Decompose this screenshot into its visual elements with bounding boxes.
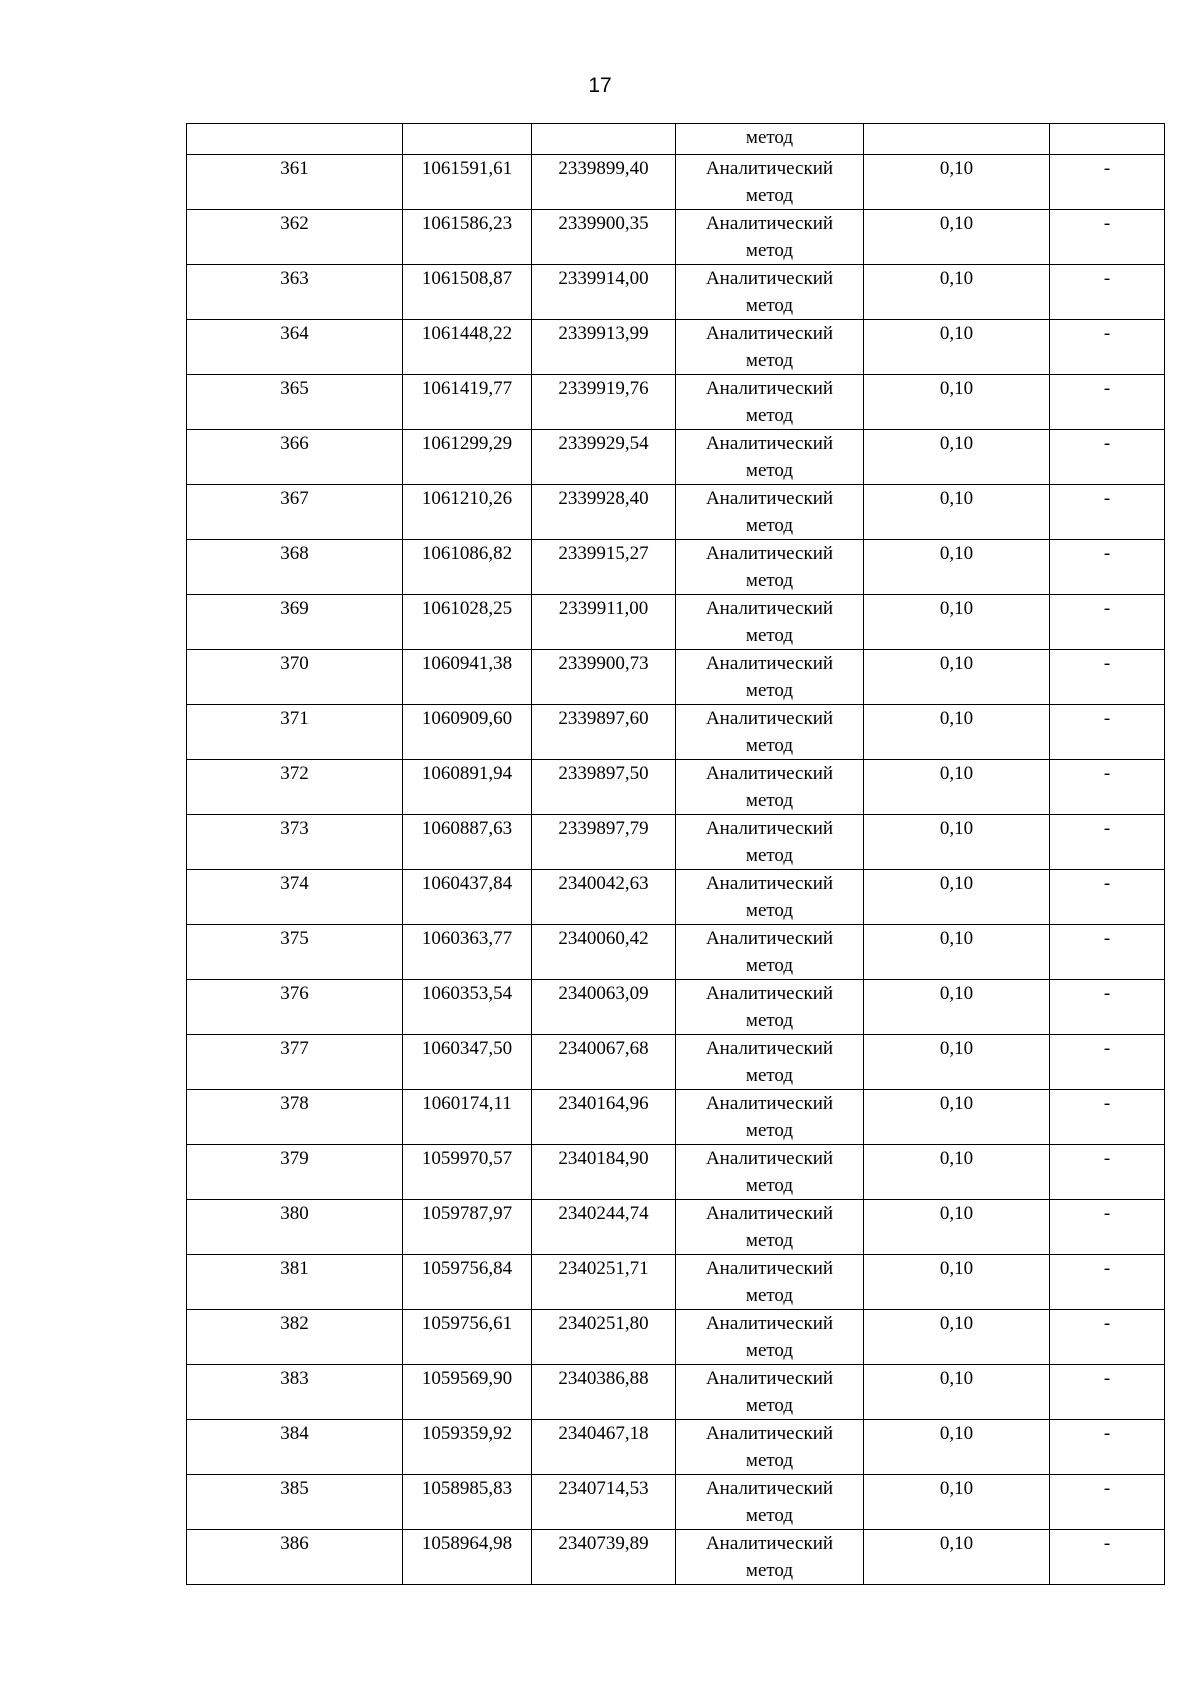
accuracy-cell: 0,10: [864, 925, 1050, 980]
method-line-2: метод: [745, 295, 794, 316]
continuation-row: [187, 124, 1165, 155]
accuracy-cell: 0,10: [864, 1255, 1050, 1310]
y-coordinate-cell: 2340251,80: [532, 1310, 676, 1365]
x-coordinate-cell: 1061591,61: [403, 155, 532, 210]
y-coordinate-cell: 2339897,79: [532, 815, 676, 870]
x-coordinate-cell: 1059970,57: [403, 1145, 532, 1200]
method-line-2: метод: [745, 845, 794, 866]
accuracy-cell: 0,10: [864, 375, 1050, 430]
accuracy-cell: 0,10: [864, 1365, 1050, 1420]
method-line-1: Аналитический: [705, 1423, 834, 1444]
note-cell: -: [1050, 1035, 1165, 1090]
page-number: 17: [588, 74, 612, 97]
accuracy-cell: 0,10: [864, 595, 1050, 650]
method-cell: [676, 980, 864, 1035]
x-coordinate-cell: 1061586,23: [403, 210, 532, 265]
point-number-cell: 364: [187, 320, 403, 375]
point-number-cell: [187, 124, 403, 155]
x-coordinate-cell: 1060909,60: [403, 705, 532, 760]
table-row: [187, 320, 1165, 375]
method-line-1: Аналитический: [705, 1313, 834, 1334]
accuracy-cell: 0,10: [864, 320, 1050, 375]
note-cell: -: [1050, 540, 1165, 595]
point-number-cell: 368: [187, 540, 403, 595]
method-line-2: метод: [745, 570, 794, 591]
point-number-cell: 370: [187, 650, 403, 705]
method-cell: [676, 1035, 864, 1090]
table-row: [187, 1310, 1165, 1365]
y-coordinate-cell: 2340714,53: [532, 1475, 676, 1530]
table-row: [187, 1145, 1165, 1200]
accuracy-cell: 0,10: [864, 1035, 1050, 1090]
table-row: [187, 1255, 1165, 1310]
note-cell: -: [1050, 375, 1165, 430]
accuracy-cell: 0,10: [864, 540, 1050, 595]
table-row: [187, 375, 1165, 430]
table-row: [187, 815, 1165, 870]
point-number-cell: 385: [187, 1475, 403, 1530]
x-coordinate-cell: 1061419,77: [403, 375, 532, 430]
method-line-1: Аналитический: [705, 1258, 834, 1279]
x-coordinate-cell: 1060363,77: [403, 925, 532, 980]
point-number-cell: 373: [187, 815, 403, 870]
method-line-2: метод: [745, 405, 794, 426]
table-row: [187, 485, 1165, 540]
table-row: [187, 760, 1165, 815]
method-cell: [676, 870, 864, 925]
point-number-cell: 386: [187, 1530, 403, 1585]
point-number-cell: 374: [187, 870, 403, 925]
method-line-1: Аналитический: [705, 763, 834, 784]
y-coordinate-cell: 2340244,74: [532, 1200, 676, 1255]
x-coordinate-cell: 1060887,63: [403, 815, 532, 870]
method-cell: [676, 1200, 864, 1255]
x-coordinate-cell: [403, 124, 532, 155]
accuracy-cell: 0,10: [864, 155, 1050, 210]
x-coordinate-cell: 1059756,61: [403, 1310, 532, 1365]
method-cell: [676, 705, 864, 760]
x-coordinate-cell: 1061028,25: [403, 595, 532, 650]
method-line-1: Аналитический: [705, 1203, 834, 1224]
accuracy-cell: 0,10: [864, 430, 1050, 485]
method-line-1: Аналитический: [705, 1093, 834, 1114]
point-number-cell: 371: [187, 705, 403, 760]
method-line-2: метод: [745, 955, 794, 976]
accuracy-cell: 0,10: [864, 980, 1050, 1035]
method-line-2: метод: [745, 790, 794, 811]
point-number-cell: 365: [187, 375, 403, 430]
note-cell: -: [1050, 265, 1165, 320]
note-cell: -: [1050, 1420, 1165, 1475]
method-line-1: Аналитический: [705, 158, 834, 179]
method-cell: [676, 595, 864, 650]
note-cell: -: [1050, 815, 1165, 870]
note-cell: -: [1050, 1090, 1165, 1145]
method-line-1: Аналитический: [705, 598, 834, 619]
method-line-1: Аналитический: [705, 1533, 834, 1554]
y-coordinate-cell: 2339915,27: [532, 540, 676, 595]
note-cell: -: [1050, 485, 1165, 540]
method-line-1: Аналитический: [705, 488, 834, 509]
y-coordinate-cell: 2339900,73: [532, 650, 676, 705]
accuracy-cell: 0,10: [864, 1090, 1050, 1145]
method-line-2: метод: [745, 680, 794, 701]
accuracy-cell: 0,10: [864, 1420, 1050, 1475]
x-coordinate-cell: 1059787,97: [403, 1200, 532, 1255]
y-coordinate-cell: 2339914,00: [532, 265, 676, 320]
method-line-1: Аналитический: [705, 653, 834, 674]
table-row: [187, 1365, 1165, 1420]
method-line-1: Аналитический: [705, 1478, 834, 1499]
method-line-2: метод: [745, 1450, 794, 1471]
x-coordinate-cell: 1059569,90: [403, 1365, 532, 1420]
note-cell: -: [1050, 320, 1165, 375]
table-row: [187, 705, 1165, 760]
point-number-cell: 381: [187, 1255, 403, 1310]
note-cell: -: [1050, 705, 1165, 760]
method-cell: [676, 1420, 864, 1475]
y-coordinate-cell: 2340164,96: [532, 1090, 676, 1145]
method-cell: [676, 815, 864, 870]
x-coordinate-cell: 1061508,87: [403, 265, 532, 320]
x-coordinate-cell: 1058985,83: [403, 1475, 532, 1530]
method-cell: [676, 155, 864, 210]
y-coordinate-cell: 2340251,71: [532, 1255, 676, 1310]
method-cell: [676, 925, 864, 980]
accuracy-cell: 0,10: [864, 870, 1050, 925]
x-coordinate-cell: 1061448,22: [403, 320, 532, 375]
method-cell: [676, 760, 864, 815]
table-row: [187, 1200, 1165, 1255]
table-row: [187, 1090, 1165, 1145]
accuracy-cell: 0,10: [864, 265, 1050, 320]
point-number-cell: 384: [187, 1420, 403, 1475]
method-cell: [676, 1145, 864, 1200]
accuracy-cell: 0,10: [864, 815, 1050, 870]
x-coordinate-cell: 1060347,50: [403, 1035, 532, 1090]
method-line-1: Аналитический: [705, 1038, 834, 1059]
point-number-cell: 372: [187, 760, 403, 815]
method-line-2: метод: [745, 1230, 794, 1251]
method-cell: [676, 1090, 864, 1145]
y-coordinate-cell: 2339899,40: [532, 155, 676, 210]
point-number-cell: 380: [187, 1200, 403, 1255]
method-cell: метод: [676, 124, 864, 155]
accuracy-cell: 0,10: [864, 1310, 1050, 1365]
method-cell: [676, 540, 864, 595]
note-cell: -: [1050, 595, 1165, 650]
point-number-cell: 378: [187, 1090, 403, 1145]
method-line-1: Аналитический: [705, 928, 834, 949]
table-row: [187, 155, 1165, 210]
x-coordinate-cell: 1058964,98: [403, 1530, 532, 1585]
note-cell: -: [1050, 1255, 1165, 1310]
y-coordinate-cell: 2340467,18: [532, 1420, 676, 1475]
y-coordinate-cell: 2339911,00: [532, 595, 676, 650]
method-line-1: Аналитический: [705, 433, 834, 454]
method-line-2: метод: [745, 1120, 794, 1141]
x-coordinate-cell: 1060437,84: [403, 870, 532, 925]
note-cell: -: [1050, 1475, 1165, 1530]
method-line-2: метод: [745, 350, 794, 371]
method-line-2: метод: [745, 625, 794, 646]
x-coordinate-cell: 1060941,38: [403, 650, 532, 705]
y-coordinate-cell: 2340184,90: [532, 1145, 676, 1200]
point-number-cell: 375: [187, 925, 403, 980]
method-cell: [676, 1310, 864, 1365]
x-coordinate-cell: 1061210,26: [403, 485, 532, 540]
note-cell: -: [1050, 1200, 1165, 1255]
y-coordinate-cell: 2340060,42: [532, 925, 676, 980]
accuracy-cell: 0,10: [864, 705, 1050, 760]
table-row: [187, 1475, 1165, 1530]
note-cell: -: [1050, 1365, 1165, 1420]
table-row: [187, 925, 1165, 980]
method-line-1: Аналитический: [705, 543, 834, 564]
method-cell: [676, 210, 864, 265]
method-line-2: метод: [745, 515, 794, 536]
table-row: [187, 1530, 1165, 1585]
accuracy-cell: 0,10: [864, 485, 1050, 540]
method-line-1: Аналитический: [705, 268, 834, 289]
method-cell: [676, 1530, 864, 1585]
y-coordinate-cell: 2340386,88: [532, 1365, 676, 1420]
table-row: [187, 870, 1165, 925]
method-line-1: Аналитический: [705, 378, 834, 399]
method-cell: [676, 1475, 864, 1530]
x-coordinate-cell: 1060891,94: [403, 760, 532, 815]
table-row: [187, 595, 1165, 650]
note-cell: -: [1050, 155, 1165, 210]
table-row: [187, 650, 1165, 705]
note-cell: -: [1050, 925, 1165, 980]
table-row: [187, 980, 1165, 1035]
point-number-cell: 366: [187, 430, 403, 485]
method-cell: [676, 485, 864, 540]
method-line-2: метод: [745, 1065, 794, 1086]
accuracy-cell: [864, 124, 1050, 155]
method-line-2: метод: [745, 1175, 794, 1196]
y-coordinate-cell: 2340067,68: [532, 1035, 676, 1090]
accuracy-cell: 0,10: [864, 1475, 1050, 1530]
method-line-2: метод: [745, 735, 794, 756]
method-line-2: метод: [745, 1340, 794, 1361]
method-line-2: метод: [745, 1505, 794, 1526]
method-line-1: Аналитический: [705, 213, 834, 234]
point-number-cell: 363: [187, 265, 403, 320]
note-cell: [1050, 124, 1165, 155]
point-number-cell: 383: [187, 1365, 403, 1420]
y-coordinate-cell: 2340042,63: [532, 870, 676, 925]
accuracy-cell: 0,10: [864, 1200, 1050, 1255]
method-line-1: Аналитический: [705, 708, 834, 729]
y-coordinate-cell: 2339897,60: [532, 705, 676, 760]
method-line-1: Аналитический: [705, 1368, 834, 1389]
note-cell: -: [1050, 430, 1165, 485]
table-row: [187, 210, 1165, 265]
note-cell: -: [1050, 760, 1165, 815]
method-line-2: метод: [745, 1560, 794, 1581]
coordinates-table-body: [187, 124, 1165, 1585]
method-cell: [676, 375, 864, 430]
point-number-cell: 369: [187, 595, 403, 650]
method-line-2: метод: [745, 1285, 794, 1306]
point-number-cell: 362: [187, 210, 403, 265]
y-coordinate-cell: 2339919,76: [532, 375, 676, 430]
method-cell: [676, 650, 864, 705]
method-line-2: метод: [745, 1395, 794, 1416]
accuracy-cell: 0,10: [864, 1145, 1050, 1200]
point-number-cell: 382: [187, 1310, 403, 1365]
accuracy-cell: 0,10: [864, 1530, 1050, 1585]
x-coordinate-cell: 1061086,82: [403, 540, 532, 595]
table-row: [187, 540, 1165, 595]
method-cell: [676, 430, 864, 485]
note-cell: -: [1050, 980, 1165, 1035]
y-coordinate-cell: 2339913,99: [532, 320, 676, 375]
x-coordinate-cell: 1061299,29: [403, 430, 532, 485]
method-line-1: Аналитический: [705, 873, 834, 894]
method-cell: [676, 1365, 864, 1420]
y-coordinate-cell: [532, 124, 676, 155]
y-coordinate-cell: 2339897,50: [532, 760, 676, 815]
x-coordinate-cell: 1059756,84: [403, 1255, 532, 1310]
point-number-cell: 379: [187, 1145, 403, 1200]
y-coordinate-cell: 2340739,89: [532, 1530, 676, 1585]
method-cell: [676, 320, 864, 375]
accuracy-cell: 0,10: [864, 760, 1050, 815]
table-row: [187, 265, 1165, 320]
method-line-1: Аналитический: [705, 983, 834, 1004]
method-line-1: Аналитический: [705, 1148, 834, 1169]
x-coordinate-cell: 1060174,11: [403, 1090, 532, 1145]
method-cell: [676, 1255, 864, 1310]
point-number-cell: 377: [187, 1035, 403, 1090]
y-coordinate-cell: 2340063,09: [532, 980, 676, 1035]
y-coordinate-cell: 2339900,35: [532, 210, 676, 265]
method-line-1: Аналитический: [705, 818, 834, 839]
method-line-1: Аналитический: [705, 323, 834, 344]
accuracy-cell: 0,10: [864, 210, 1050, 265]
table-row: [187, 1035, 1165, 1090]
method-line-2: метод: [745, 900, 794, 921]
method-line-2: метод: [745, 460, 794, 481]
y-coordinate-cell: 2339928,40: [532, 485, 676, 540]
coordinates-table: [186, 123, 1165, 1585]
method-line-2: метод: [745, 1010, 794, 1031]
note-cell: -: [1050, 1530, 1165, 1585]
accuracy-cell: 0,10: [864, 650, 1050, 705]
note-cell: -: [1050, 210, 1165, 265]
point-number-cell: 367: [187, 485, 403, 540]
method-line-2: метод: [745, 240, 794, 261]
method-cell: [676, 265, 864, 320]
point-number-cell: 361: [187, 155, 403, 210]
note-cell: -: [1050, 1145, 1165, 1200]
method-line-2: метод: [745, 185, 794, 206]
note-cell: -: [1050, 870, 1165, 925]
y-coordinate-cell: 2339929,54: [532, 430, 676, 485]
x-coordinate-cell: 1059359,92: [403, 1420, 532, 1475]
x-coordinate-cell: 1060353,54: [403, 980, 532, 1035]
note-cell: -: [1050, 650, 1165, 705]
note-cell: -: [1050, 1310, 1165, 1365]
table-row: [187, 1420, 1165, 1475]
table-row: [187, 430, 1165, 485]
point-number-cell: 376: [187, 980, 403, 1035]
